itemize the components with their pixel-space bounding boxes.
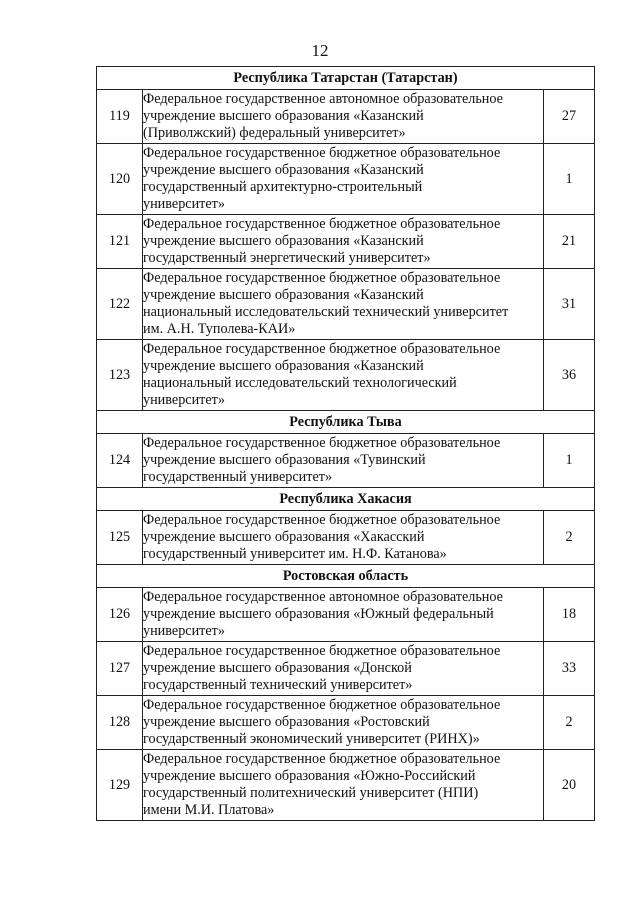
institution-name-line: университет» (143, 391, 225, 408)
institution-name-line: национальный исследовательский технологический (143, 375, 457, 391)
institution-name-line: Федеральное государственное бюджетное образовательное (143, 145, 501, 162)
region-header-row (97, 565, 595, 588)
institution-name (143, 144, 544, 215)
row-number: 124 (97, 434, 143, 488)
institution-name-line: им. А.Н. Туполева-КАИ» (143, 320, 296, 337)
institution-name-line: (Приволжский) федеральный университет» (143, 124, 406, 141)
institution-name-line: государственный архитектурно-строительный (143, 179, 423, 195)
institution-name-line: учреждение высшего образования «Тувинский (143, 452, 426, 469)
row-number: 129 (97, 750, 143, 821)
table-row (97, 340, 595, 411)
institution-name-line: Федеральное государственное бюджетное образовательное (143, 270, 501, 287)
institution-name-line: государственный энергетический университет» (143, 249, 431, 266)
row-number: 125 (97, 511, 143, 565)
institution-name-line: учреждение высшего образования «Южно-Российский (143, 768, 476, 785)
institution-name (143, 434, 544, 488)
institution-name-line: университет» (143, 622, 225, 639)
institution-name-line: государственный технический университет» (143, 676, 413, 693)
institutions-table (96, 66, 595, 821)
institution-name-line: учреждение высшего образования «Казанский (143, 287, 424, 304)
institution-name (143, 588, 544, 642)
institution-name (143, 696, 544, 750)
quota-count: 27 (544, 90, 595, 144)
row-number: 126 (97, 588, 143, 642)
quota-count: 1 (544, 434, 595, 488)
table-row (97, 144, 595, 215)
institution-name (143, 215, 544, 269)
institution-name-line: учреждение высшего образования «Казанский (143, 108, 424, 125)
institution-name-line: учреждение высшего образования «Ростовский (143, 714, 430, 731)
institution-name (143, 750, 544, 821)
quota-count: 36 (544, 340, 595, 411)
institution-name (143, 269, 544, 340)
quota-count: 1 (544, 144, 595, 215)
row-number: 122 (97, 269, 143, 340)
region-header-row (97, 67, 595, 90)
region-header-row (97, 488, 595, 511)
institution-name-line: учреждение высшего образования «Казанский (143, 162, 424, 179)
table-row (97, 642, 595, 696)
institution-name-line: государственный экономический университет (РИНХ)» (143, 730, 480, 747)
institution-name-line: Федеральное государственное бюджетное образовательное (143, 697, 501, 714)
table-row (97, 696, 595, 750)
institution-name-line: Федеральное государственное бюджетное образовательное (143, 643, 501, 660)
region-title: Республика Тыва (97, 411, 595, 434)
row-number: 119 (97, 90, 143, 144)
institution-name-line: государственный университет им. Н.Ф. Катанова» (143, 545, 447, 562)
institution-name-line: Федеральное государственное бюджетное образовательное (143, 751, 501, 768)
row-number: 121 (97, 215, 143, 269)
region-title: Республика Хакасия (97, 488, 595, 511)
table-row (97, 588, 595, 642)
region-title: Республика Татарстан (Татарстан) (97, 67, 595, 90)
region-header-row (97, 411, 595, 434)
institution-name-line: университет» (143, 195, 225, 212)
row-number: 123 (97, 340, 143, 411)
institution-name-line: Федеральное государственное бюджетное образовательное (143, 216, 501, 233)
table-row (97, 215, 595, 269)
quota-count: 20 (544, 750, 595, 821)
quota-count: 18 (544, 588, 595, 642)
institution-name-line: Федеральное государственное автономное образовательное (143, 589, 503, 606)
institution-name-line: государственный университет» (143, 468, 333, 485)
institution-name (143, 90, 544, 144)
institution-name-line: Федеральное государственное бюджетное образовательное (143, 512, 501, 529)
institution-name-line: имени М.И. Платова» (143, 801, 275, 818)
quota-count: 21 (544, 215, 595, 269)
quota-count: 33 (544, 642, 595, 696)
institution-name-line: учреждение высшего образования «Южный федеральный (143, 606, 494, 623)
row-number: 120 (97, 144, 143, 215)
institution-name-line: учреждение высшего образования «Хакасский (143, 529, 425, 546)
institution-name-line: учреждение высшего образования «Казанский (143, 233, 424, 250)
region-title: Ростовская область (97, 565, 595, 588)
institution-name-line: учреждение высшего образования «Казанский (143, 358, 424, 375)
table-row (97, 750, 595, 821)
institution-name-line: Федеральное государственное бюджетное образовательное (143, 435, 501, 452)
table-row (97, 511, 595, 565)
institution-name (143, 340, 544, 411)
page-number: 12 (311, 41, 329, 60)
institution-name-line: национальный исследовательский технический университет (143, 304, 509, 320)
institution-name (143, 511, 544, 565)
row-number: 127 (97, 642, 143, 696)
quota-count: 2 (544, 696, 595, 750)
table-row (97, 434, 595, 488)
institution-name-line: Федеральное государственное бюджетное образовательное (143, 341, 501, 358)
table-row (97, 90, 595, 144)
institution-name-line: Федеральное государственное автономное образовательное (143, 91, 503, 108)
institution-name-line: учреждение высшего образования «Донской (143, 660, 412, 677)
quota-count: 2 (544, 511, 595, 565)
institution-name-line: государственный политехнический университет (НПИ) (143, 785, 479, 801)
row-number: 128 (97, 696, 143, 750)
institutions-table-body (97, 67, 595, 821)
institution-name (143, 642, 544, 696)
quota-count: 31 (544, 269, 595, 340)
table-row (97, 269, 595, 340)
